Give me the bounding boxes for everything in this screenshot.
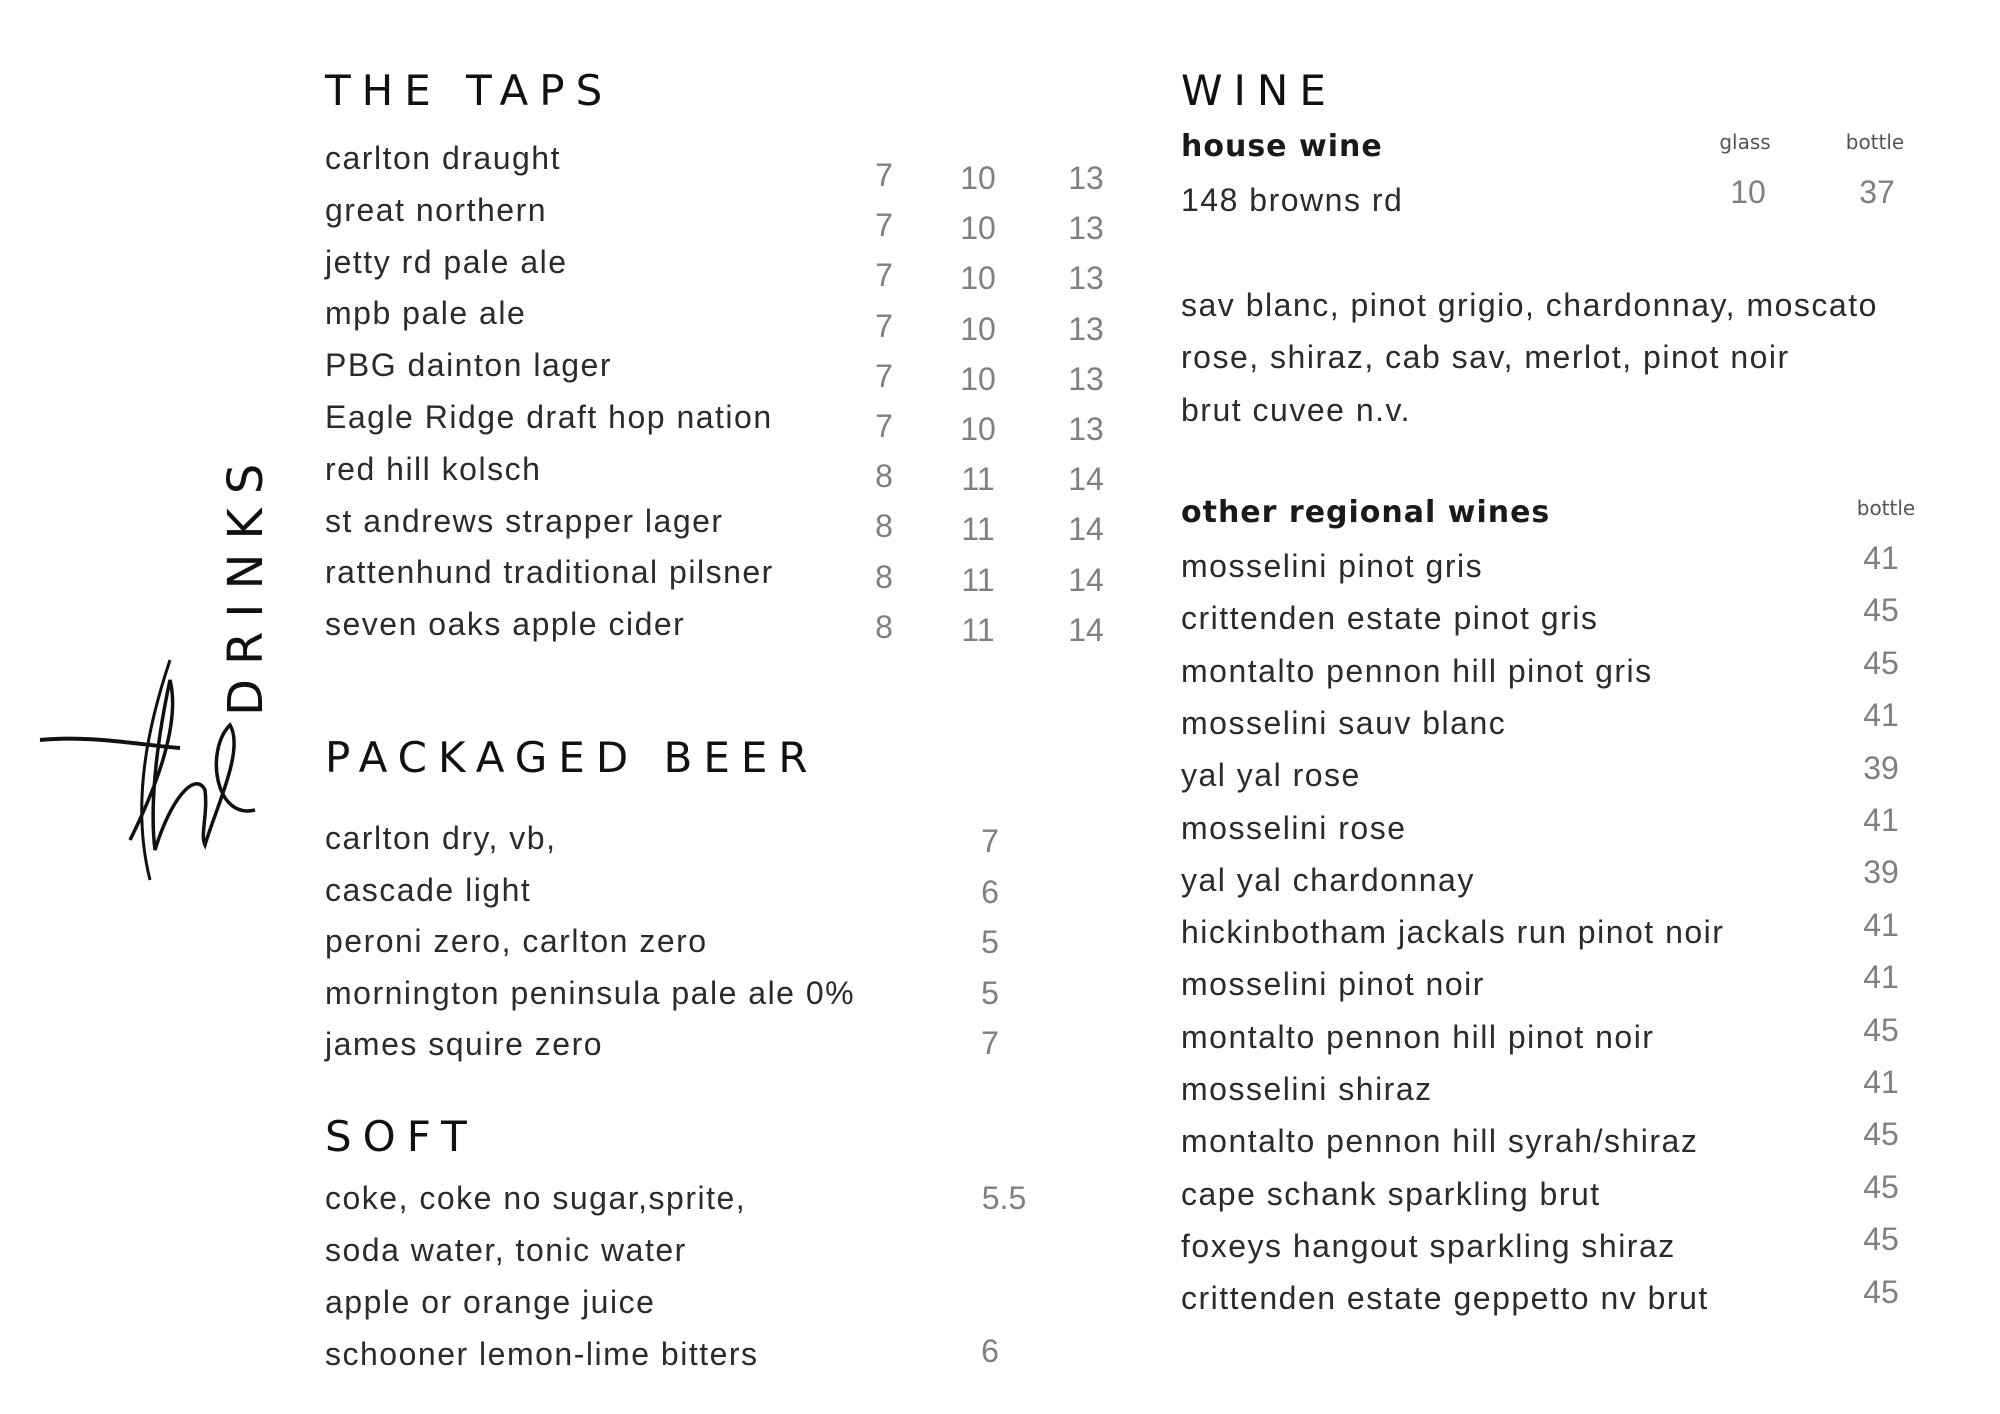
regional-wine-name: hickinbotham jackals run pinot noir [1181, 914, 1725, 951]
regional-wine-price: 45 [1863, 1273, 1899, 1310]
tap-item-price: 8 [875, 508, 893, 545]
regional-wine-price: 39 [1863, 854, 1899, 891]
tap-item-name: rattenhund traditional pilsner [325, 554, 774, 591]
tap-item-price: 8 [875, 558, 893, 595]
drinks-title: DRINKS [218, 449, 274, 716]
wine-heading: WINE [1181, 66, 1337, 115]
tap-item-name: carlton draught [325, 140, 561, 176]
tap-item-price: 10 [960, 360, 996, 397]
packaged-item-price: 7 [981, 1025, 999, 1061]
tap-item-name: jetty rd pale ale [325, 243, 568, 280]
tap-item-price: 14 [1068, 511, 1104, 548]
regional-wine-price: 45 [1863, 1221, 1899, 1258]
house-varieties-line: sav blanc, pinot grigio, chardonnay, moscato [1181, 287, 1878, 323]
tap-item-price: 11 [961, 611, 995, 648]
packaged-item-name: carlton dry, vb, [325, 820, 557, 856]
soft-item-name: schooner lemon-lime bitters [325, 1336, 759, 1372]
taps-heading: THE TAPS [325, 66, 614, 115]
regional-wine-price: 45 [1863, 644, 1899, 681]
packaged-heading: PACKAGED BEER [325, 733, 819, 782]
tap-item-price: 10 [960, 260, 996, 297]
packaged-item-name: cascade light [325, 871, 532, 908]
soft-item-name: coke, coke no sugar,sprite, [325, 1180, 747, 1216]
tap-item-name: PBG dainton lager [325, 347, 612, 384]
tap-item-price: 8 [875, 458, 893, 495]
tap-item-price: 13 [1068, 310, 1104, 347]
soft-item-name: apple or orange juice [325, 1284, 656, 1320]
soft-item-price: 6 [981, 1333, 999, 1369]
tap-item-price: 13 [1068, 210, 1104, 247]
house-varieties-line: rose, shiraz, cab sav, merlot, pinot noir [1181, 339, 1790, 375]
tap-item-price: 11 [961, 461, 995, 498]
regional-wine-name: mosselini shiraz [1181, 1071, 1433, 1107]
soft-heading: SOFT [325, 1112, 478, 1161]
tap-item-price: 10 [960, 160, 996, 196]
house-bottle-price: 37 [1859, 174, 1895, 210]
tap-item-price: 13 [1068, 260, 1104, 297]
regional-wine-name: foxeys hangout sparkling shiraz [1181, 1227, 1676, 1264]
tap-item-name: st andrews strapper lager [325, 502, 724, 539]
regional-wines-label: other regional wines [1181, 495, 1551, 530]
packaged-item-price: 5 [981, 924, 999, 960]
house-wine-name: 148 browns rd [1181, 182, 1404, 218]
tap-item-price: 7 [875, 207, 893, 244]
tap-item-price: 11 [961, 561, 995, 598]
tap-item-price: 13 [1068, 360, 1104, 397]
tap-item-price: 7 [875, 357, 893, 394]
regional-wine-price: 41 [1863, 802, 1899, 838]
tap-item-name: great northern [325, 191, 548, 228]
house-wine-label: house wine [1181, 129, 1383, 164]
regional-bottle-label: bottle [1856, 496, 1916, 520]
tap-item-price: 14 [1068, 611, 1104, 648]
packaged-item-name: peroni zero, carlton zero [325, 923, 708, 960]
packaged-item-price: 5 [981, 974, 999, 1011]
house-glass-price: 10 [1730, 174, 1766, 210]
tap-item-price: 11 [961, 511, 995, 548]
tap-item-price: 10 [960, 411, 996, 447]
regional-wine-name: yal yal rose [1181, 757, 1361, 794]
regional-wine-name: montalto pennon hill pinot gris [1181, 652, 1653, 689]
tap-item-name: seven oaks apple cider [325, 606, 686, 643]
tap-item-price: 8 [875, 608, 893, 645]
tap-item-price: 7 [875, 307, 893, 344]
regional-wine-price: 41 [1863, 959, 1899, 996]
regional-wine-name: montalto pennon hill syrah/shiraz [1181, 1123, 1699, 1160]
regional-wine-price: 41 [1863, 540, 1899, 576]
regional-wine-name: cape schank sparkling brut [1181, 1175, 1601, 1212]
tap-item-price: 7 [875, 157, 893, 193]
regional-wine-price: 45 [1863, 1168, 1899, 1205]
tap-item-price: 14 [1068, 461, 1104, 498]
packaged-item-price: 7 [981, 823, 999, 859]
glass-label: glass [1719, 130, 1771, 154]
tap-item-price: 10 [960, 210, 996, 247]
packaged-item-name: james squire zero [325, 1026, 604, 1063]
regional-wine-price: 41 [1863, 1064, 1899, 1100]
regional-wine-name: yal yal chardonnay [1181, 861, 1475, 898]
soft-item-price: 5.5 [981, 1180, 1027, 1216]
regional-wine-price: 39 [1863, 749, 1899, 786]
tap-item-price: 7 [875, 257, 893, 294]
regional-wine-name: mosselini sauv blanc [1181, 704, 1507, 741]
regional-wine-name: mosselini pinot gris [1181, 548, 1484, 584]
packaged-item-price: 6 [981, 873, 999, 910]
tap-item-price: 14 [1068, 561, 1104, 598]
tap-item-name: red hill kolsch [325, 450, 542, 487]
house-varieties-line: brut cuvee n.v. [1181, 392, 1412, 428]
packaged-item-name: mornington peninsula pale ale 0% [325, 974, 856, 1011]
regional-wine-name: crittenden estate pinot gris [1181, 600, 1599, 637]
regional-wine-price: 45 [1863, 1011, 1899, 1048]
tap-item-price: 10 [960, 310, 996, 347]
tap-item-name: Eagle Ridge draft hop nation [325, 399, 773, 435]
regional-wine-price: 45 [1863, 1116, 1899, 1153]
regional-wine-price: 41 [1863, 906, 1899, 943]
tap-item-price: 13 [1068, 411, 1104, 447]
tap-item-price: 7 [875, 408, 893, 444]
regional-wine-name: mosselini pinot noir [1181, 966, 1485, 1003]
tap-item-name: mpb pale ale [325, 295, 527, 332]
regional-wine-price: 45 [1863, 592, 1899, 629]
regional-wine-price: 41 [1863, 697, 1899, 734]
regional-wine-name: crittenden estate geppetto nv brut [1181, 1280, 1709, 1317]
tap-item-price: 13 [1068, 160, 1104, 196]
bottle-label: bottle [1845, 130, 1905, 154]
soft-item-name: soda water, tonic water [325, 1232, 687, 1268]
regional-wine-name: montalto pennon hill pinot noir [1181, 1018, 1655, 1055]
regional-wine-name: mosselini rose [1181, 809, 1407, 846]
